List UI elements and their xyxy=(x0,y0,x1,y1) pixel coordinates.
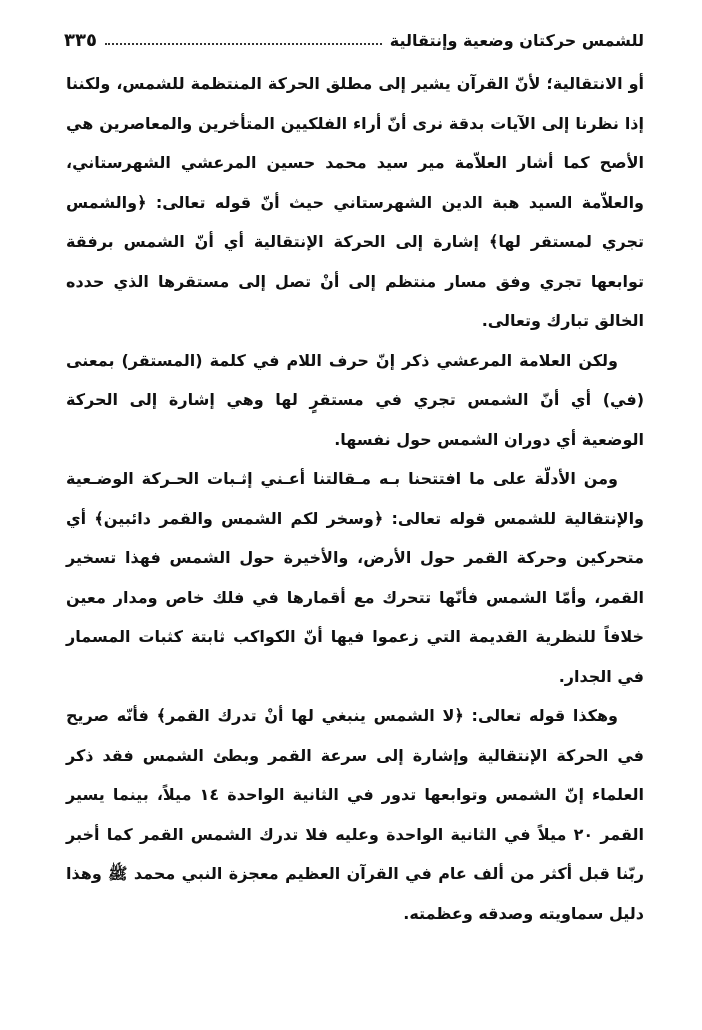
header-title: للشمس حركتان وضعية وإنتقالية xyxy=(389,30,644,50)
paragraph-3: ومن الأدلّة على ما افتتحنا بـه مـقالتنا أعـني إثـبات الحـركة الوضـعية والإنتقالية للشمس قوله تعالى: ﴿وسخر لكم الشمس والقمر دائبين﴾ أي متحركين وحركة القمر حول الأرض، والأخيرة حول الشمس فهذا تسخير القمر، وأمّا الشمس فأنّها تتحرك مع أقمارها في فلك خاص ومدار معين خلافاً للنظرية القديمة التي زعموا فيها أنّ الكواكب ثابتة كثبات المسمار في الجدار. xyxy=(66,469,644,686)
paragraph-2: ولكن العلامة المرعشي ذكر إنّ حرف اللام في كلمة (المستقر) بمعنى (في) أي أنّ الشمس تجري في مستقرٍ لها وهي إشارة إلى الحركة الوضعية أي دوران الشمس حول نفسها. xyxy=(66,350,644,449)
header-dot-leader xyxy=(105,43,382,45)
paragraph-4: وهكذا قوله تعالى: ﴿لا الشمس ينبغي لها أنْ تدرك القمر﴾ فأنّه صريح في الحركة الإنتقالية وإشارة إلى سرعة القمر وبطئ الشمس فقد ذكر العلماء إنّ الشمس وتوابعها تدور في الثانية الواحدة ١٤ ميلاً، بينما يسير القمر ٢٠ ميلاً في الثانية الواحدة وعليه فلا تدرك الشمس القمر كما أخبر ربّنا قبل أكثر من ألف عام في القرآن العظيم معجزة النبي محمد ﷺ وهذا دليل سماويته وصدقه وعظمته. xyxy=(66,706,645,923)
paragraph-1: أو الانتقالية؛ لأنّ القرآن يشير إلى مطلق الحركة المنتظمة للشمس، ولكننا إذا نظرنا إلى الآيات بدقة نرى أنّ أراء الفلكيين المتأخرين والمعاصرين هي الأصح كما أشار العلاّمة مير سيد محمد حسين المرعشي الشهرستاني، والعلاّمة السيد هبة الدين الشهرستاني حيث أنّ قوله تعالى: ﴿والشمس تجري لمستقر لها﴾ إشارة إلى الحركة الإنتقالية أي أنّ الشمس برفقة توابعها تجري وفق مسار منتظم إلى أنْ تصل إلى مستقرها الذي حدده الخالق تبارك وتعالى. xyxy=(66,74,644,330)
running-header xyxy=(64,26,644,54)
body-text xyxy=(66,64,644,933)
page-number: ٣٣٥ xyxy=(64,29,97,51)
